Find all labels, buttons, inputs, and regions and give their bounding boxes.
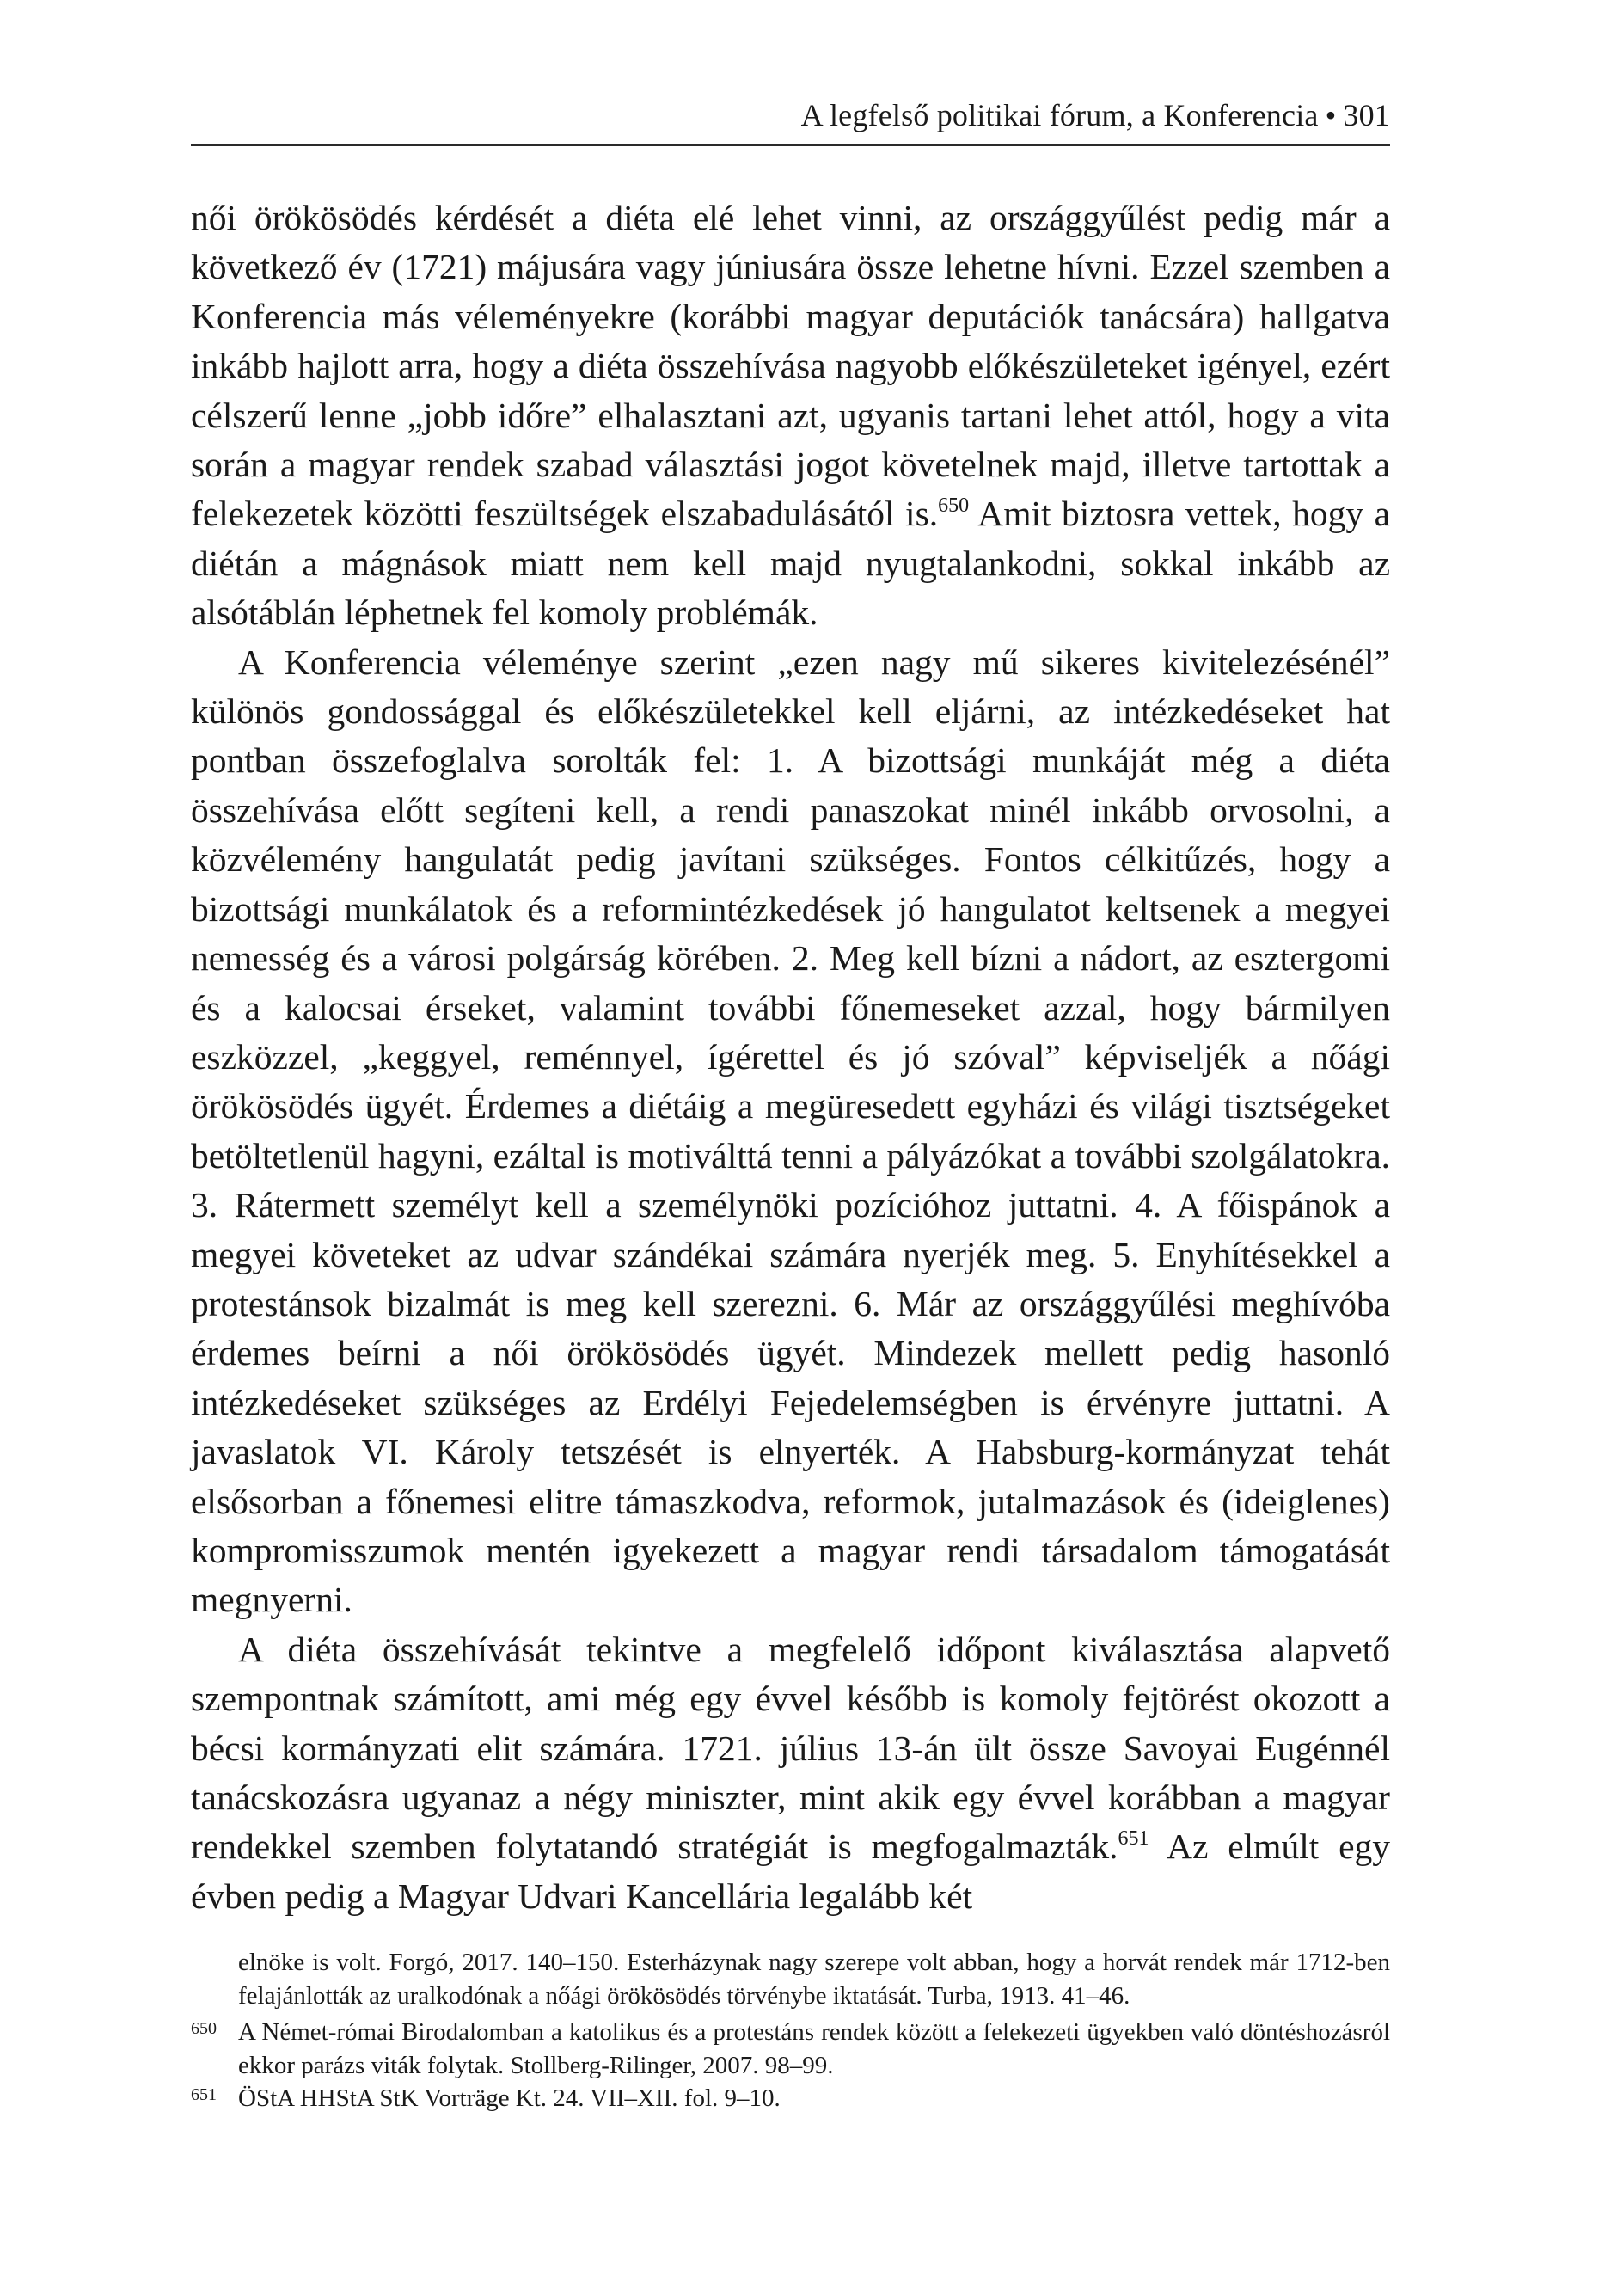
paragraph-3 — [191, 1625, 1390, 1921]
running-header — [191, 86, 1390, 146]
footnotes — [191, 1946, 1390, 2115]
footnote-number: 651 — [191, 2085, 217, 2104]
text-run: A Konferencia véleménye szerint „ezen nagy mű sikeres kivitelezésénél” különös gondossággal és előkészületekkel kell eljárni, az intézkedéseket hat pontban összefoglalva sorolták fel: 1. A bizottsági munkáját még a diéta összehívása előtt segíteni kell, a rendi panaszokat minél inkább orvosolni, a közvélemény hangulatát pedig javítani szükséges. Fontos célkitűzés, hogy a bizottsági munkálatok és a reformintézkedések jó hangulatot keltsenek a megyei nemesség és a városi polgárság körében. 2. Meg kell bízni a nádort, az esztergomi és a kalocsai érseket, valamint további főnemeseket azzal, hogy bármilyen eszközzel, „keggyel, reménnyel, ígérettel és jó szóval” képviseljék a nőági örökösödés ügyét. Érdemes a diétáig a megüresedett egyházi és világi tisztségeket betöltetlenül hagyni, ezáltal is motiválttá tenni a pályázókat a további szolgálatokra. 3. Rátermett személyt kell a személynöki pozícióhoz juttatni. 4. A főispánok a megyei követeket az udvar szándékai számára nyerjék meg. 5. Enyhítésekkel a protestánsok bizalmát is meg kell szerezni. 6. Már az országgyűlési meghívóba érdemes beírni a női örökösödés ügyét. Mindezek mellett pedig hasonló intézkedéseket szükséges az Erdélyi Fejedelemségben is érvényre juttatni. A javaslatok VI. Károly tetszését is elnyerték. A Habsburg-kormányzat tehát elsősorban a főnemesi elitre támaszkodva, reformok, jutalmazások és (ideiglenes) kompromisszumok mentén igyekezett a magyar rendi társadalom támogatását megnyerni. — [191, 642, 1390, 1620]
paragraph-2 — [191, 638, 1390, 1625]
text-run: női örökösödés kérdését a diéta elé lehet vinni, az országgyűlést pedig már a következő év (1721) májusára vagy júniusára össze lehetne hívni. Ezzel szemben a Konferencia más véleményekre (korábbi magyar deputációk tanácsára) hallgatva inkább hajlott arra, hogy a diéta összehívása nagyobb előkészületeket igényel, ezért célszerű lenne „jobb időre” elhalasztani azt, ugyanis tartani lehet attól, hogy a vita során a magyar rendek szabad választási jogot követelnek majd, illetve tartottak a felekezetek közötti feszültségek elszabadulásától is. — [191, 198, 1390, 534]
footnote-ref-651[interactable]: 651 — [1118, 1827, 1149, 1851]
footnote-text: A Német-római Birodalomban a katolikus és a protestáns rendek között a felekezeti ügyekben való döntéshozásról ekkor parázs viták folytak. Stollberg-Rilinger, 2007. 98–99. — [238, 2018, 1390, 2079]
footnote-text: elnöke is volt. Forgó, 2017. 140–150. Esterházynak nagy szerepe volt abban, hogy a horvát rendek már 1712-ben felajánlották az uralkodónak a nőági örökösödés törvénybe iktatását. Turba, 1913. 41–46. — [238, 1949, 1390, 2010]
footnote-650 — [191, 2016, 1390, 2082]
footnote-continued — [191, 1946, 1390, 2012]
page-number: 301 — [1343, 98, 1390, 132]
footnote-651 — [191, 2082, 1390, 2115]
text-run: Az elmúlt egy évben pedig a Magyar Udvari Kancellária legalább két — [191, 1826, 1390, 1916]
main-text — [191, 193, 1390, 1921]
paragraph-1 — [191, 193, 1390, 638]
text-run: A diéta összehívását tekintve a megfelelő időpont kiválasztása alapvető szempontnak számított, ami még egy évvel később is komoly fejtörést okozott a bécsi kormányzati elit számára. 1721. július 13-án ült össze Savoyai Eugénnél tanácskozásra ugyanaz a négy miniszter, mint akik egy évvel korábban a magyar rendekkel szemben folytatandó stratégiát is megfogalmazták. — [191, 1629, 1390, 1867]
footnote-text: ÖStA HHStA StK Vorträge Kt. 24. VII–XII. fol. 9–10. — [238, 2084, 781, 2112]
footnote-ref-650[interactable]: 650 — [938, 494, 970, 518]
header-bullet: • — [1325, 98, 1337, 132]
footnote-number: 650 — [191, 2019, 217, 2038]
running-title: A legfelső politikai fórum, a Konferencia — [800, 98, 1319, 132]
text-run: Amit biztosra vettek, hogy a diétán a mágnások miatt nem kell majd nyugtalankodni, sokkal inkább az alsótáblán léphetnek fel komoly problémák. — [191, 494, 1390, 633]
running-header-text — [801, 98, 1390, 132]
